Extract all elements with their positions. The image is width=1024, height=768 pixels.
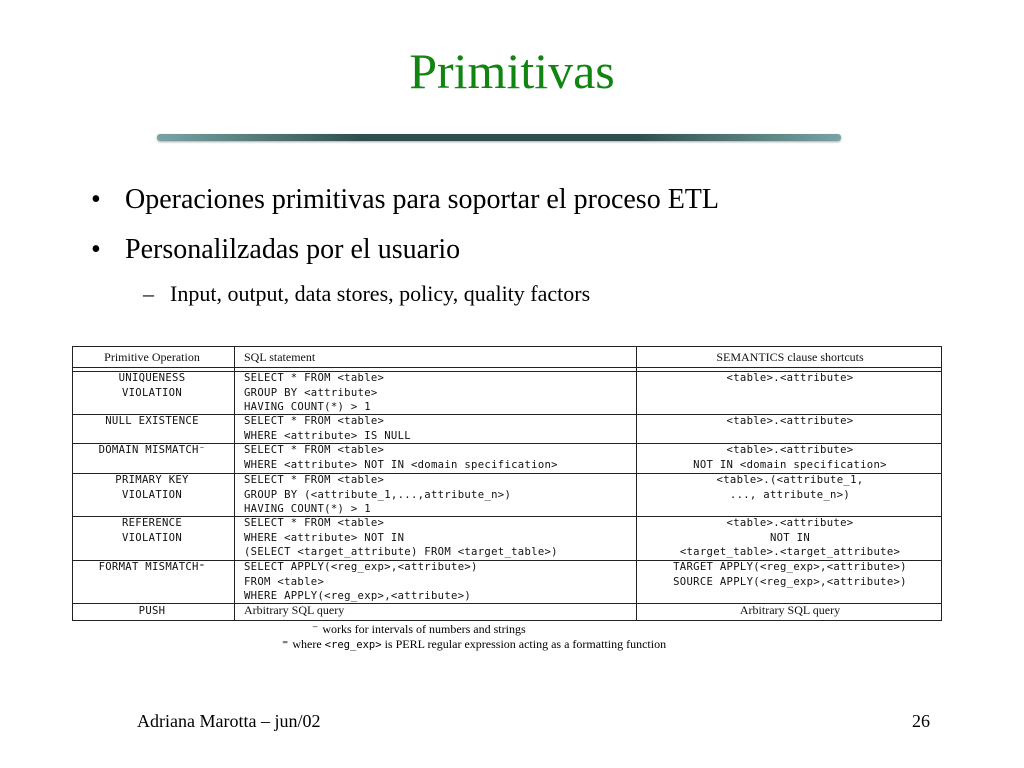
footer-author: Adriana Marotta – jun/02 xyxy=(137,711,321,731)
sub-bullet-marker: – xyxy=(143,281,154,306)
bullet-text: Personalilzadas por el usuario xyxy=(125,234,461,265)
semantics-cell: <table>.<attribute> NOT IN <domain specification> xyxy=(693,444,887,471)
semantics-cell: <table>.(<attribute_1, ..., attribute_n>) xyxy=(716,474,864,501)
sql-cell: SELECT * FROM <table> WHERE <attribute> NOT IN (SELECT <target_attribute) FROM <target_table>) xyxy=(244,517,558,558)
sql-cell: Arbitrary SQL query xyxy=(244,603,345,617)
table-notes xyxy=(282,622,666,653)
sql-cell: SELECT * FROM <table> GROUP BY (<attribute_1,...,attribute_n>) HAVING COUNT(*) > 1 xyxy=(244,474,512,515)
note-text: where xyxy=(292,637,325,651)
table-rule xyxy=(234,346,235,620)
note-text: is PERL regular expression acting as a formatting function xyxy=(381,637,667,651)
note-mark: ⁻ xyxy=(312,622,319,636)
semantics-cell: TARGET APPLY(<reg_exp>,<attribute>) SOURCE APPLY(<reg_exp>,<attribute>) xyxy=(673,561,907,588)
operation-cell: PUSH xyxy=(138,605,166,617)
column-header-semantics: SEMANTICS clause shortcuts xyxy=(716,350,864,364)
slide-number: 26 xyxy=(912,711,930,731)
sql-cell: SELECT APPLY(<reg_exp>,<attribute>) FROM <table> WHERE APPLY(<reg_exp>,<attribute>) xyxy=(244,561,478,602)
note-mark: ⁼ xyxy=(282,637,289,651)
operation-cell: FORMAT MISMATCH⁼ xyxy=(98,561,206,573)
sql-cell: SELECT * FROM <table> WHERE <attribute> IS NULL xyxy=(244,415,411,442)
sub-bullet-item xyxy=(143,281,591,306)
bullet-marker: • xyxy=(91,184,101,215)
note-text: works for intervals of numbers and strings xyxy=(322,622,526,636)
bullet-marker: • xyxy=(91,234,101,265)
bullet-item xyxy=(91,184,720,215)
table-rule xyxy=(72,346,942,347)
slide-title: Primitivas xyxy=(409,43,615,99)
operation-cell: DOMAIN MISMATCH⁻ xyxy=(98,444,206,456)
primitives-table xyxy=(72,346,942,622)
sub-bullet-text: Input, output, data stores, policy, quality factors xyxy=(170,281,591,306)
operation-cell: UNIQUENESS VIOLATION xyxy=(118,372,186,399)
table-rule xyxy=(72,620,942,621)
operation-cell: PRIMARY KEY VIOLATION xyxy=(115,474,189,501)
operation-cell: NULL EXISTENCE xyxy=(105,415,199,427)
semantics-cell: Arbitrary SQL query xyxy=(739,603,841,617)
column-header-operation: Primitive Operation xyxy=(104,350,200,364)
sql-cell: SELECT * FROM <table> WHERE <attribute> NOT IN <domain specification> xyxy=(244,444,558,471)
note-item xyxy=(282,637,666,653)
bullet-text: Operaciones primitivas para soportar el proceso ETL xyxy=(125,184,720,215)
operation-cell: REFERENCE VIOLATION xyxy=(121,517,183,544)
semantics-cell: <table>.<attribute> NOT IN <target_table>.<target_attribute> xyxy=(679,517,901,558)
sql-cell: SELECT * FROM <table> GROUP BY <attribute> HAVING COUNT(*) > 1 xyxy=(244,372,385,413)
semantics-cell: <table>.<attribute> xyxy=(726,372,854,384)
bullet-item xyxy=(91,234,461,265)
note-code: <reg_exp> xyxy=(324,639,382,651)
semantics-cell: <table>.<attribute> xyxy=(726,415,854,427)
note-item xyxy=(282,622,666,637)
table-rule xyxy=(72,367,942,368)
column-header-sql: SQL statement xyxy=(244,350,316,364)
table-rule xyxy=(636,346,637,620)
title-underline xyxy=(157,134,841,141)
